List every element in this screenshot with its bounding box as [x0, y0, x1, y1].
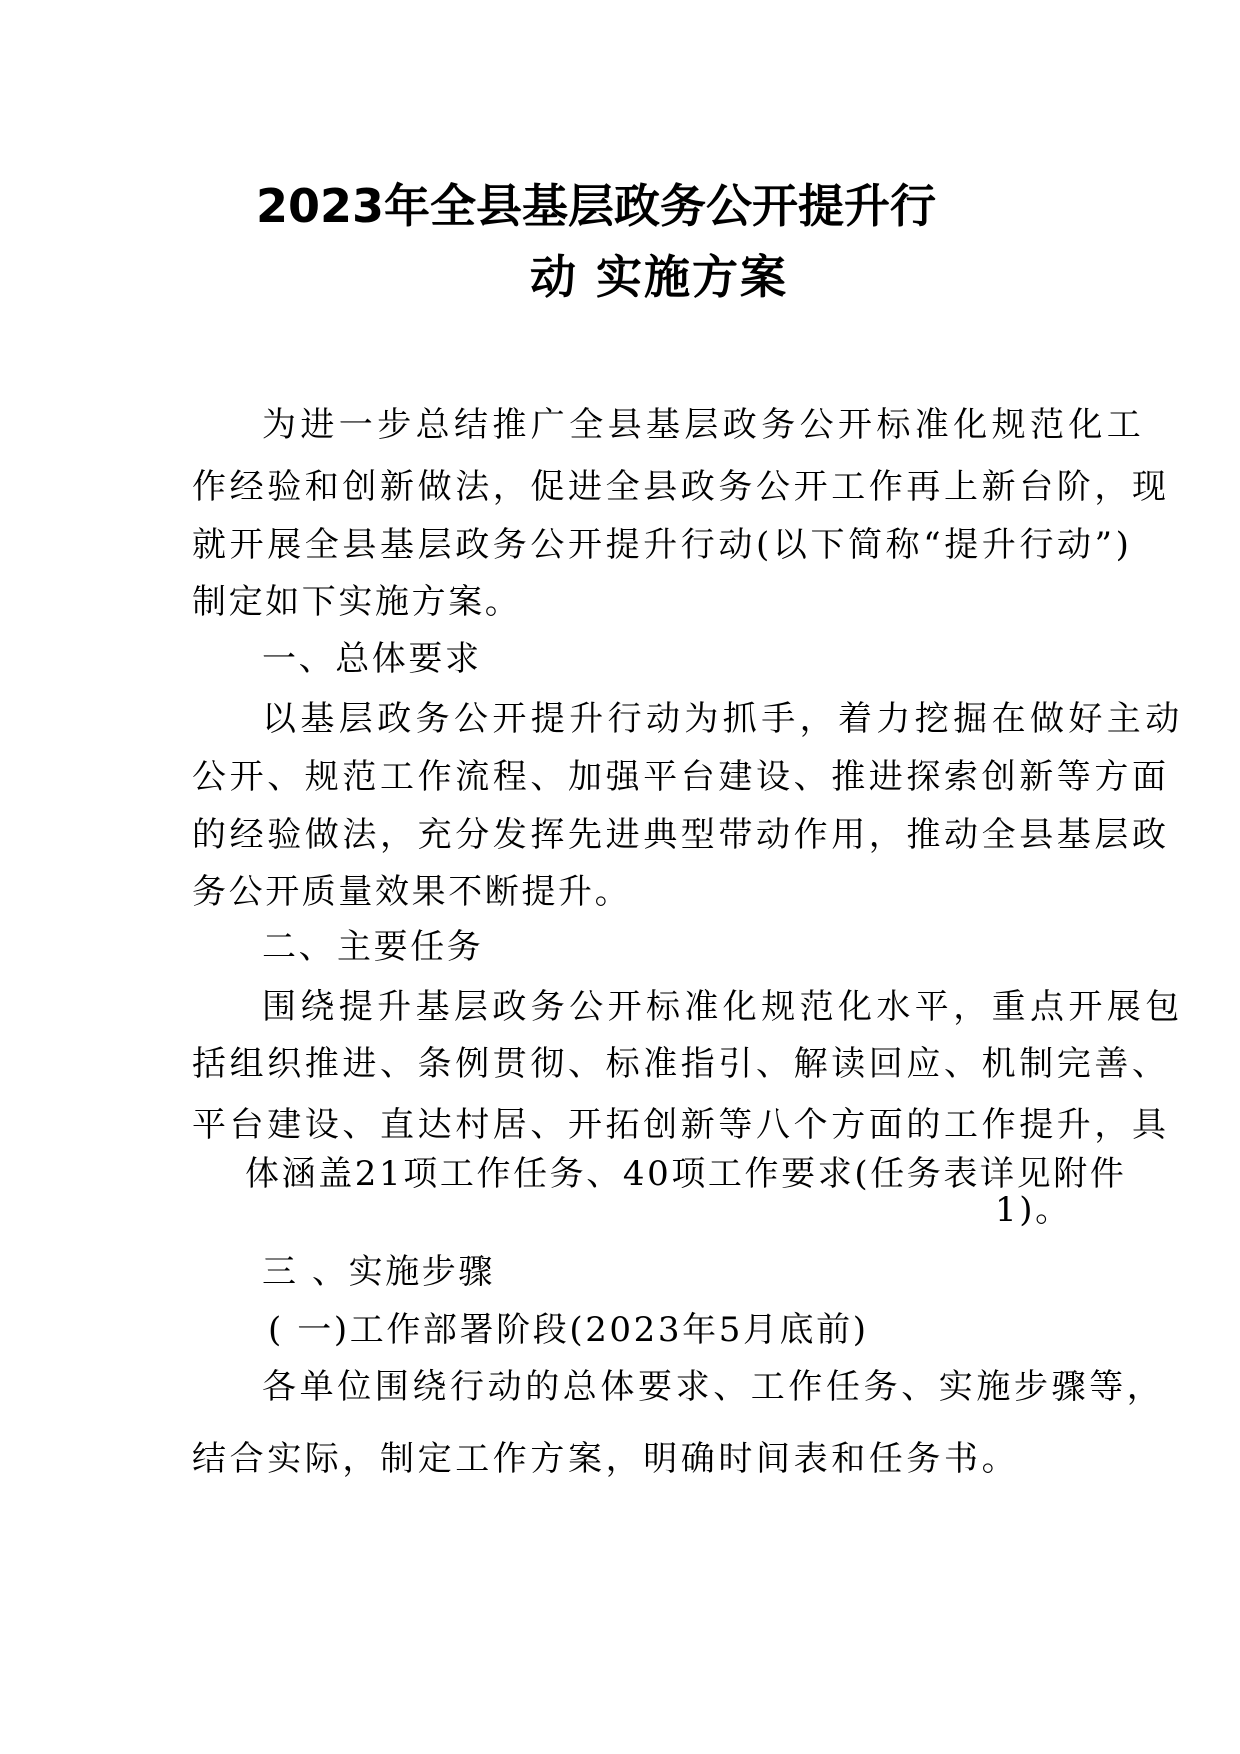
section-3-heading: 三 、实施步骤 [262, 1252, 496, 1292]
section-2-line-1: 围绕提升基层政务公开标准化规范化水平，重点开展包 [262, 987, 1184, 1027]
section-2-heading-text: 主要任务 [337, 927, 484, 967]
section-2-line-2: 括组织推进、条例贯彻、标准指引、解读回应、机制完善、 [192, 1044, 1170, 1084]
section-1-line-1: 以基层政务公开提升行动为抓手，着力挖掘在做好主动 [262, 699, 1184, 739]
document-title-line-1: 2023年全县基层政务公开提升行 [256, 179, 937, 233]
section-3-subheading-1: ( 一)工作部署阶段(2023年5月底前) [268, 1310, 869, 1350]
intro-line-2: 作经验和创新做法，促进全县政务公开工作再上新台阶，现 [192, 467, 1170, 507]
section-2-line-5: 1)。 [995, 1190, 1072, 1230]
section-2-heading-number: 二、 [262, 927, 336, 967]
section-1-line-3: 的经验做法，充分发挥先进典型带动作用，推动全县基层政 [192, 815, 1170, 855]
intro-line-3: 就开展全县基层政务公开提升行动(以下简称“提升行动”) [192, 525, 1133, 565]
section-1-heading: 一、总体要求 [262, 639, 482, 679]
section-2-line-4: 体涵盖21项工作任务、40项工作要求(任务表详见附件 [245, 1154, 1127, 1194]
section-2-line-3: 平台建设、直达村居、开拓创新等八个方面的工作提升，具 [192, 1105, 1170, 1145]
intro-line-1: 为进一步总结推广全县基层政务公开标准化规范化工 [262, 405, 1146, 445]
section-1-line-4: 务公开质量效果不断提升。 [192, 872, 632, 912]
section-3-line-2: 结合实际，制定工作方案，明确时间表和任务书。 [192, 1439, 1020, 1479]
intro-line-4: 制定如下实施方案。 [192, 582, 522, 622]
section-1-line-2: 公开、规范工作流程、加强平台建设、推进探索创新等方面 [192, 757, 1170, 797]
document-title-line-2: 动 实施方案 [530, 250, 789, 304]
section-3-line-1: 各单位围绕行动的总体要求、工作任务、实施步骤等， [262, 1367, 1165, 1407]
